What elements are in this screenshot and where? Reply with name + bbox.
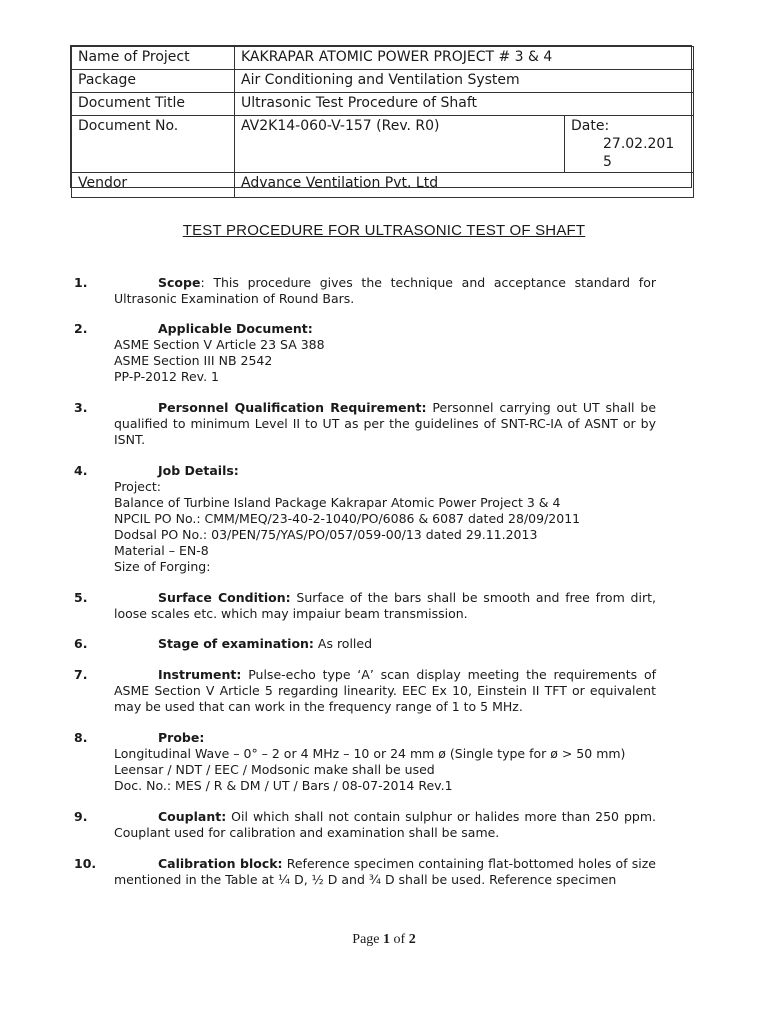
section-number: 9. [74, 809, 88, 824]
section-line: Size of Forging: [114, 559, 211, 574]
section-line: Doc. No.: MES / R & DM / UT / Bars / 08-07-2014 Rev.1 [114, 778, 453, 793]
section-job-details [74, 463, 656, 575]
page-word: Page [352, 932, 384, 947]
section-personnel-qualification [74, 400, 656, 448]
section-heading: Surface Condition: [158, 590, 291, 605]
section-line: Leensar / NDT / EEC / Modsonic make shall be used [114, 762, 435, 777]
section-line: Material – EN-8 [114, 543, 209, 558]
procedure-title: TEST PROCEDURE FOR ULTRASONIC TEST OF SHAFT [182, 222, 586, 239]
section-line: Dodsal PO No.: 03/PEN/75/YAS/PO/057/059-00/13 dated 29.11.2013 [114, 527, 538, 542]
document-title-label: Document Title [72, 93, 235, 116]
section-text: Personnel carrying out UT shall be qualified to minimum Level II to UT as per the guidelines of SNT-RC-IA of ASNT or by ISNT. [114, 400, 657, 447]
section-line: Balance of Turbine Island Package Kakrapar Atomic Power Project 3 & 4 [114, 495, 561, 510]
section-heading: Probe: [158, 730, 205, 745]
section-text: Surface of the bars shall be smooth and free from dirt, loose scales etc. which may impaiur beam transmission. [114, 590, 656, 621]
section-couplant [74, 809, 656, 841]
section-heading: Couplant: [158, 809, 227, 824]
section-text: As rolled [313, 636, 373, 651]
section-heading: Calibration block: [158, 856, 283, 871]
project-name-label: Name of Project [72, 47, 235, 70]
of-word: of [390, 932, 409, 947]
page-number: 1 [383, 932, 391, 947]
document-header-table [70, 45, 692, 191]
section-probe [74, 730, 656, 794]
section-line: PP-P-2012 Rev. 1 [114, 369, 220, 384]
section-heading: Job Details: [158, 463, 239, 478]
date-cell [565, 116, 694, 173]
date-value: 27.02.2015 [603, 136, 675, 170]
section-heading: Instrument: [158, 667, 242, 682]
section-number: 4. [74, 463, 88, 478]
section-number: 8. [74, 730, 88, 745]
section-text: : This procedure gives the technique and acceptance standard for Ultrasonic Examination of Round Bars. [114, 275, 656, 306]
section-line: Project: [114, 479, 161, 494]
section-instrument [74, 667, 656, 715]
package-label: Package [72, 70, 235, 93]
section-number: 10. [74, 856, 97, 871]
date-label: Date: [571, 118, 610, 134]
page-footer [0, 932, 768, 948]
section-calibration-block [74, 856, 656, 888]
section-heading: Stage of examination: [158, 636, 314, 651]
section-line: ASME Section V Article 23 SA 388 [114, 337, 325, 352]
section-text: Pulse-echo type ‘A’ scan display meeting the requirements of ASME Section V Article 5 regarding linearity. EEC Ex 10, Einstein II TFT or equivalent may be used that can work in the frequency range of 1 to 5 MHz. [114, 667, 656, 714]
section-scope [74, 275, 656, 307]
vendor-value: Advance Ventilation Pvt. Ltd [235, 173, 694, 198]
section-heading: Applicable Document: [158, 321, 313, 336]
page-total: 2 [408, 932, 416, 947]
section-line: ASME Section III NB 2542 [114, 353, 273, 368]
section-number: 3. [74, 400, 88, 415]
section-text: Oil which shall not contain sulphur or halides more than 250 ppm. Couplant used for calibration and examination shall be same. [114, 809, 656, 840]
section-line: NPCIL PO No.: CMM/MEQ/23-40-2-1040/PO/6086 & 6087 dated 28/09/2011 [114, 511, 581, 526]
document-no-value: AV2K14-060-V-157 (Rev. R0) [235, 116, 565, 173]
project-name-value: KAKRAPAR ATOMIC POWER PROJECT # 3 & 4 [235, 47, 694, 70]
section-text: Reference specimen containing flat-bottomed holes of size mentioned in the Table at ¼ D, ½ D and ¾ D shall be used. Reference specimen [114, 856, 656, 887]
section-number: 6. [74, 636, 88, 651]
document-title-value: Ultrasonic Test Procedure of Shaft [235, 93, 694, 116]
section-surface-condition [74, 590, 656, 622]
section-stage-of-examination [74, 636, 656, 652]
section-number: 1. [74, 275, 88, 290]
section-applicable-document [74, 321, 656, 385]
document-no-label: Document No. [72, 116, 235, 173]
section-number: 2. [74, 321, 88, 336]
section-line: Longitudinal Wave – 0° – 2 or 4 MHz – 10 or 24 mm ø (Single type for ø > 50 mm) [114, 746, 626, 761]
vendor-label: Vendor [72, 173, 235, 198]
section-heading: Scope [158, 275, 201, 290]
package-value: Air Conditioning and Ventilation System [235, 70, 694, 93]
section-heading: Personnel Qualification Requirement: [158, 400, 427, 415]
section-number: 5. [74, 590, 88, 605]
section-number: 7. [74, 667, 88, 682]
